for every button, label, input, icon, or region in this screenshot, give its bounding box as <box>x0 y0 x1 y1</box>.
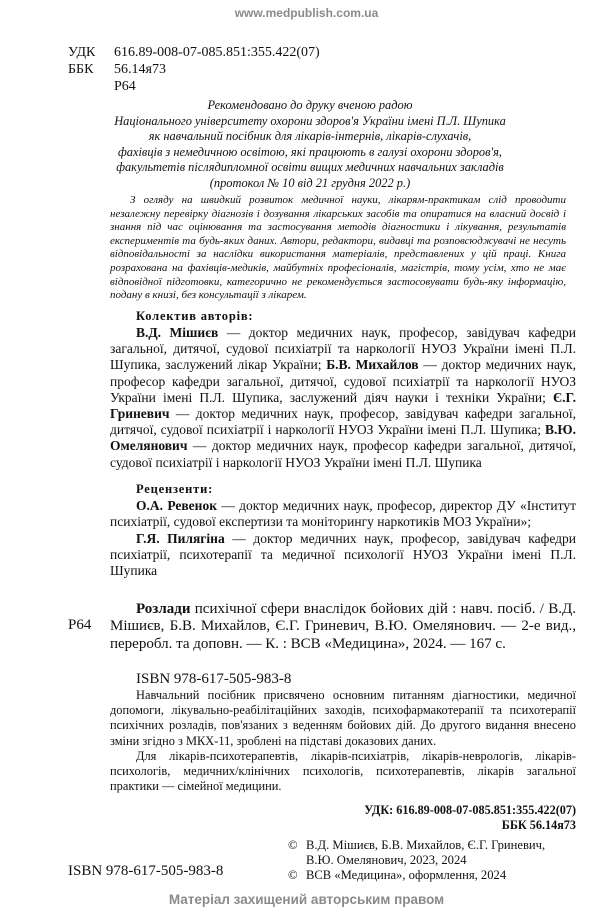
copyright-icon: © <box>288 868 298 883</box>
isbn-record: ISBN 978-617-505-983-8 <box>136 671 292 687</box>
reviewer-entry <box>110 531 576 580</box>
copyright-line: ВСВ «Медицина», оформлення, 2024 <box>306 868 507 883</box>
bibliography-sign: Р64 <box>68 617 92 633</box>
copyright-line: В.Д. Мішиєв, Б.В. Михайлов, Є.Г. Гриневич, <box>306 838 546 852</box>
author-description: — доктор медичних наук, професор кафедри загальної, дитячої, судової психіатрії і наркології НУОЗ України імені П.Л. Шупика <box>110 438 576 470</box>
author-description: — доктор медичних наук, професор кафедри загальної, дитячої, судової психіатрії та наркології НУОЗ України імені П.Л. Шупика, заслужений діяч науки і техніки України; <box>110 357 576 405</box>
author-description: — доктор медичних наук, професор, завідувач кафедри загальної, дитячої, судової психіатрії та наркології НУОЗ України імені П.Л. Шупика, заслужений лікар України; <box>110 325 576 373</box>
author-name: В.Ю. Омелянович <box>110 422 576 454</box>
authors-heading: Колектив авторів: <box>136 309 254 323</box>
reviewer-name: О.А. Ревенок <box>136 498 217 513</box>
recommendation-line: як навчальний посібник для лікарів-інтернів, лікарів-слухачів, <box>148 129 472 143</box>
recommendation-line: Рекомендовано до друку вченою радою <box>207 98 413 112</box>
copyright-icon: © <box>288 838 298 852</box>
udk-label: УДК <box>68 45 96 60</box>
reviewer-entry <box>110 498 576 530</box>
recommendation-line: Національного університету охорони здоров'я України імені П.Л. Шупика <box>114 113 506 128</box>
classification-codes <box>68 44 320 95</box>
bbk-label: ББК <box>68 62 94 77</box>
reviewers-heading: Рецензенти: <box>136 482 214 496</box>
reviewer-description: — доктор медичних наук, професор, завідувач кафедри психіатрії, психотерапії та медичної психології НУОЗ України імені П.Л. Шупика <box>110 531 576 579</box>
bbk-bottom: ББК 56.14я73 <box>501 817 576 832</box>
authors-list <box>110 325 576 471</box>
site-url: www.medpublish.com.ua <box>234 6 379 20</box>
reviewer-name: Г.Я. Пилягіна <box>136 531 225 546</box>
recommendation-line: (протокол № 10 від 21 грудня 2022 р.) <box>209 175 411 190</box>
bibliographic-record <box>110 601 576 653</box>
annotation-paragraph: Для лікарів-психотерапевтів, лікарів-психіатрів, лікарів-неврологів, лікарів-психологів, медичних/клінічних психологів, психотерапевтів, лікарів загальної практики — сімейної медицини. <box>110 748 576 794</box>
author-name: В.Д. Мішиєв <box>136 325 219 340</box>
author-name: Б.В. Михайлов <box>326 357 419 373</box>
author-sign: Р64 <box>114 79 136 94</box>
codes-bottom <box>364 803 576 832</box>
author-name: Є.Г. Гриневич <box>110 389 576 422</box>
annotation-paragraph: Навчальний посібник присвячено основним питанням діагностики, медичної допомоги, лікувально-реабілітаційних заходів, психофармакотерапії та психотерапії психічних розладів, пов'язаних з веденням бойових дій. До другого видання внесено зміни згідно з МКХ-11, зроблені на підставі доказових даних. <box>110 688 576 748</box>
reviewer-description: — доктор медичних наук, професор, директор ДУ «Інститут психіатрії, судової експертизи та моніторингу наркотиків МОЗ України»; <box>110 498 576 530</box>
udk-bottom: УДК: 616.89-008-07-085.851:355.422(07) <box>364 803 576 817</box>
recommendation-line: факультетів післядипломної освіти вищих медичних навчальних закладів <box>116 160 504 174</box>
disclaimer-text: З огляду на швидкий розвиток медичної науки, лікарям-практикам слід проводити незалежну перевірку діагнозів і дозування лікарських засобів та опиратися на власний досвід і знання під час оцінювання та застосування методів діагностики і лікування, результатів експериментів та будь-яких даних. Автори, редактори, видавці та розповсюджувачі не несуть відповідальності за наслідки використання матеріалів, представлених у цій праці. Книга розрахована на фахівців-медиків, майбутніх професіоналів, магістрів, тому усім, хто не має відповідної підготовки, категорично не рекомендується застосовувати будь-яку інформацію, подану в книзі, без консультації з лікарем. <box>110 194 566 302</box>
annotation <box>110 688 576 794</box>
copyright-notice-footer: Матеріал захищений авторським правом <box>168 892 445 907</box>
bibliographic-description: психічної сфери внаслідок бойових дій : навч. посіб. / В.Д. Мішиєв, Б.В. Михайлов, Є.Г. Гриневич, В.Ю. Омелянович. — 2-е вид., переробл. та доповн. — К. : ВСВ «Медицина», 2024. — 167 с. <box>110 601 576 652</box>
copyright-line: В.Ю. Омелянович, 2023, 2024 <box>306 853 467 868</box>
copyright-block <box>288 838 576 884</box>
bbk-value: 56.14я73 <box>114 62 166 77</box>
author-description: — доктор медичних наук, професор, завідувач кафедри загальної, дитячої, судової психіатрії і наркології НУОЗ України імені П.Л. Шупика; <box>110 406 576 438</box>
book-title-lead: Розлади <box>136 601 191 617</box>
udk-value: 616.89-008-07-085.851:355.422(07) <box>114 45 320 60</box>
recommendation-line: фахівців з немедичною освітою, які працюють в галузі охорони здоров'я, <box>118 144 502 159</box>
isbn-bottom: ISBN 978-617-505-983-8 <box>68 863 224 879</box>
recommendation-block <box>68 98 552 191</box>
